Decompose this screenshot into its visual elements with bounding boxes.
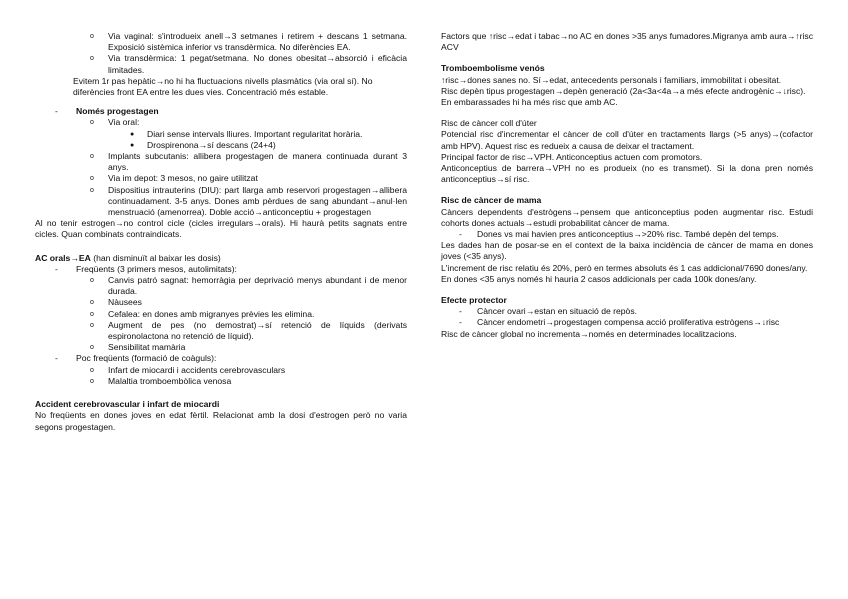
list-item	[35, 376, 407, 387]
nomes-progestagen-heading: Només progestagen	[76, 106, 159, 117]
sensibilitat-text: Sensibilitat mamària	[108, 342, 186, 353]
mama-paragraph-2: Les dades han de posar-se en el context de la baixa incidència de càncer de mama en dones joves (<35 anys).	[441, 240, 813, 262]
circle-bullet-icon: o	[90, 277, 94, 285]
circle-bullet-icon: o	[90, 321, 94, 329]
left-column	[35, 31, 407, 433]
dash-bullet-icon: -	[459, 317, 462, 328]
factors-paragraph: Factors que ↑risc→edat i tabac→no AC en dones >35 anys fumadores.Migranya amb aura→↑risc ACV	[441, 31, 813, 53]
accident-heading: Accident cerebrovascular i infart de miocardi	[35, 399, 220, 410]
list-item	[35, 342, 407, 353]
evitem-paragraph: Evitem 1r pas hepàtic→no hi ha fluctuacions nivells plasmàtics (via oral sí). No diferències front EA entre les dues vies. Concentració més estable.	[73, 75, 373, 98]
list-item	[35, 31, 407, 53]
via-transdermica-text: Via transdèrmica: 1 pegat/setmana. No dones obesitat→absorció i eficàcia limitades.	[108, 53, 407, 75]
drospirenona-text: Drospirenona→sí descans (24+4)	[147, 139, 276, 150]
list-item	[35, 320, 407, 342]
efecte-ovari-text: Càncer ovari→estan en situació de repòs.	[477, 306, 638, 317]
cefalea-text: Cefalea: en dones amb migranyes prèvies les elimina.	[108, 308, 315, 319]
list-item	[441, 317, 813, 328]
via-oral-text: Via oral:	[108, 117, 140, 128]
efecte-global-paragraph: Risc de càncer global no incrementa→només en determinades localitzacions.	[441, 328, 737, 339]
coll-paragraph-2: Principal factor de risc→VPH. Anticonceptius actuen com promotors.	[441, 151, 703, 162]
frequents-text: Freqüents (3 primers mesos, autolimitats):	[76, 263, 237, 274]
dash-bullet-icon: -	[459, 229, 462, 240]
dot-bullet-icon: ●	[130, 130, 135, 138]
mama-heading: Risc de càncer de mama	[441, 195, 542, 206]
circle-bullet-icon: o	[90, 377, 94, 385]
list-item	[35, 151, 407, 173]
list-item	[35, 140, 407, 151]
coll-paragraph-3: Anticonceptius de barrera→VPH no es produeix (no es transmet). Si la dona pren només anticonceptius→sí risc.	[441, 163, 813, 185]
circle-bullet-icon: o	[90, 175, 94, 183]
al-no-tenir-paragraph: Al no tenir estrogen→no control cicle (cicles irregulars→orals). Hi haurà petits sagnats entre cicles. Quan combinats contraindicats.	[35, 218, 407, 240]
right-column	[441, 31, 813, 340]
accident-body: No freqüents en dones joves en edat fèrtil. Relacionat amb la dosi d'estrogen però no varia segons progestagen.	[35, 410, 407, 432]
list-item	[35, 264, 407, 275]
poc-frequents-text: Poc freqüents (formació de coàguls):	[76, 353, 217, 364]
list-item	[35, 106, 407, 117]
efecte-heading: Efecte protector	[441, 295, 507, 306]
dash-bullet-icon: -	[55, 353, 58, 364]
trombo-paragraph-3: En embarassades hi ha més risc que amb AC.	[441, 97, 618, 108]
circle-bullet-icon: o	[90, 186, 94, 194]
list-item	[35, 117, 407, 128]
circle-bullet-icon: o	[90, 344, 94, 352]
list-item	[35, 173, 407, 184]
circle-bullet-icon: o	[90, 55, 94, 63]
ac-orals-heading	[35, 253, 407, 264]
list-item	[441, 306, 813, 317]
mama-paragraph-1: Càncers dependents d'estrògens→pensem que anticonceptius poden augmentar risc. Estudi cohorts dones actuals→estudi probabilitat càncer de mama.	[441, 206, 813, 228]
augment-text: Augment de pes (no demostrat)→sí retenció de líquids (derivats espironolactona no retenció de líquid).	[108, 319, 407, 342]
dot-bullet-icon: ●	[130, 141, 135, 149]
list-item	[35, 275, 407, 297]
list-item	[441, 229, 813, 240]
diu-text: Dispositius intrauterins (DIU): part llarga amb reservori progestagen→allibera continuadament. 3-5 anys. Dones amb pèrdues de sang abundant→anul·len menstruació (amenorrea). Doble acció→anticonceptiu + progestagen	[108, 184, 407, 218]
trombo-paragraph-1: ↑risc→dones sanes no. Sí→edat, antecedents personals i familiars, immobilitat i obesitat.	[441, 74, 782, 85]
list-item	[35, 53, 407, 75]
list-item	[35, 297, 407, 308]
nausees-text: Nàusees	[108, 297, 142, 308]
circle-bullet-icon: o	[90, 33, 94, 40]
circle-bullet-icon: o	[90, 299, 94, 307]
mama-paragraph-4: En dones <35 anys només hi hauria 2 casos addicionals per cada 100k dones/any.	[441, 273, 757, 284]
trombo-heading: Tromboembolisme venós	[441, 63, 545, 74]
circle-bullet-icon: o	[90, 153, 94, 161]
depot-text: Via im depot: 3 mesos, no gaire utilitzat	[108, 173, 258, 184]
circle-bullet-icon: o	[90, 366, 94, 374]
coll-paragraph-1: Potencial risc d'incrementar el càncer de coll d'úter en tractaments llargs (>5 anys)→(cofactor amb HPV). Aquest risc es redueix a causa de deixar el tractament.	[441, 129, 813, 151]
coll-heading: Risc de càncer coll d'úter	[441, 118, 537, 129]
diari-text: Diari sense intervals lliures. Important regularitat horària.	[147, 128, 363, 139]
circle-bullet-icon: o	[90, 310, 94, 318]
implants-text: Implants subcutanis: allibera progestagen de manera continuada durant 3 anys.	[108, 151, 407, 173]
list-item	[35, 185, 407, 219]
ac-orals-title: AC orals→EA	[35, 252, 91, 263]
ac-orals-note: (han disminuït al baixar les dosis)	[90, 252, 221, 263]
via-vaginal-text: Via vaginal: s'introdueix anell→3 setmanes i retirem + descans 1 setmana. Exposició sistèmica inferior vs transdèrmica. No diferències EA.	[108, 31, 407, 53]
list-item	[35, 353, 407, 364]
efecte-endometri-text: Càncer endometri→progestagen compensa acció proliferativa estrògens→↓risc	[477, 317, 780, 328]
list-item	[35, 129, 407, 140]
list-item	[35, 365, 407, 376]
dash-bullet-icon: -	[55, 263, 58, 274]
malaltia-text: Malaltia tromboembòlica venosa	[108, 375, 232, 386]
circle-bullet-icon: o	[90, 119, 94, 127]
dash-bullet-icon: -	[459, 306, 462, 317]
list-item	[35, 309, 407, 320]
trombo-paragraph-2: Risc depèn tipus progestagen→depèn generació (2a<3a<4a→a més efecte androgènic→↓risc).	[441, 85, 806, 96]
dash-bullet-icon: -	[55, 106, 58, 117]
mama-bullet-text: Dones vs mai havien pres anticonceptius→>20% risc. També depèn del temps.	[477, 229, 779, 240]
canvis-text: Canvis patró sagnat: hemorràgia per deprivació menys abundant i de menor durada.	[108, 275, 407, 297]
infart-text: Infart de miocardi i accidents cerebrovasculars	[108, 364, 286, 375]
mama-paragraph-3: L'increment de risc relatiu és 20%, però en termes absoluts és 1 cas addicional/7690 dones/any.	[441, 262, 808, 273]
